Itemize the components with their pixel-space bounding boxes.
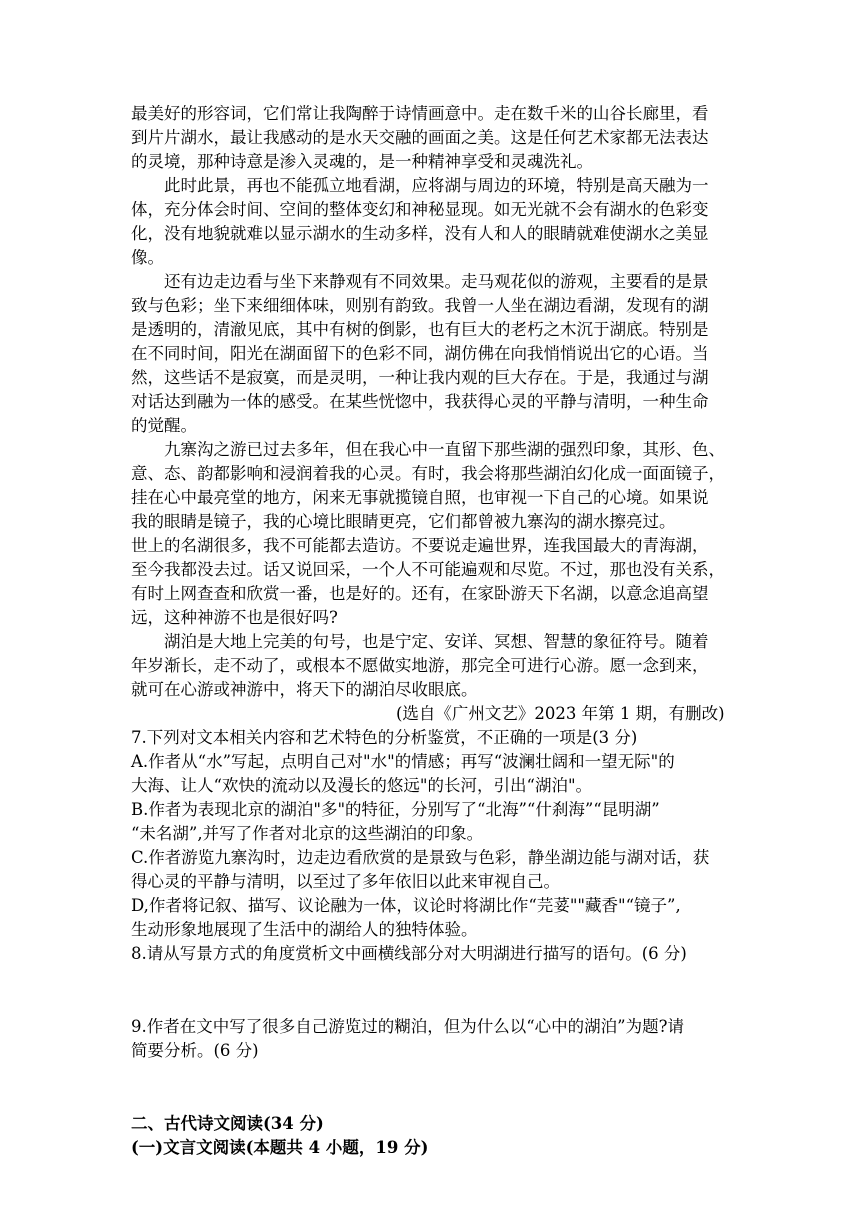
passage-line: 的觉醒。 (131, 416, 197, 435)
passage-line: 最美好的形容词，它们常让我陶醉于诗情画意中。走在数千米的山谷长廊里，看 (131, 104, 709, 123)
question-stem: 7.下列对文本相关内容和艺术特色的分析鉴赏，不正确的一项是(3 分) (131, 728, 638, 747)
passage-line: 还有边走边看与坐下来静观有不同效果。走马观花似的游观，主要看的是景 (164, 272, 709, 291)
option-d-line: 生动形象地展现了生活中的湖给人的独特体验。 (131, 920, 478, 939)
option-c-line: 得心灵的平静与清明，以至过了多年依旧以此来审视自己。 (131, 872, 560, 891)
passage-line: 致与色彩；坐下来细细体味，则别有韵致。我曾一人坐在湖边看湖，发现有的湖 (131, 296, 709, 315)
section-title: 二、古代诗文阅读(34 分) (131, 1114, 324, 1133)
option-b-line: B.作者为表现北京的湖泊"多"的特征，分别写了“北海”“什刹海”“昆明湖” (131, 800, 660, 819)
section-subtitle: (一)文言文阅读(本题共 4 小题，19 分) (131, 1138, 429, 1157)
passage-line: 就可在心游或神游中，将天下的湖泊尽收眼底。 (131, 680, 478, 699)
question-8: 8.请从写景方式的角度赏析文中画横线部分对大明湖进行描写的语句。(6 分) (131, 944, 687, 963)
passage-line: 挂在心中最亮堂的地方，闲来无事就揽镜自照，也审视一下自己的心境。如果说 (131, 488, 709, 507)
option-a-line: 大海、让人“欢快的流动以及漫长的悠远"的长河，引出“湖泊"。 (131, 776, 593, 795)
passage-line: 到片片湖水，最让我感动的是水天交融的画面之美。这是任何艺术家都无法表达 (131, 128, 709, 147)
passage-line: 在不同时间，阳光在湖面留下的色彩不同，湖仿佛在向我悄悄说出它的心语。当 (131, 344, 709, 363)
passage-line: 的灵境，那种诗意是渗入灵魂的，是一种精神享受和灵魂洗礼。 (131, 152, 593, 171)
passage-line: 像。 (131, 248, 164, 267)
passage-line: 是透明的，清澈见底，其中有树的倒影，也有巨大的老朽之木沉于湖底。特别是 (131, 320, 709, 339)
passage-line: 世上的名湖很多，我不可能都去造访。不要说走遍世界，连我国最大的青海湖， (131, 536, 709, 555)
passage-line: 对话达到融为一体的感受。在某些恍惚中，我获得心灵的平静与清明，一种生命 (131, 392, 709, 411)
question-9-line: 9.作者在文中写了很多自己游览过的糊泊，但为什么以“心中的湖泊”为题?请 (131, 1017, 684, 1036)
passage-line: 此时此景，再也不能孤立地看湖，应将湖与周边的环境，特别是高天融为一 (164, 176, 709, 195)
option-c-line: C.作者游览九寨沟时，边走边看欣赏的是景致与色彩，静坐湖边能与湖对话，获 (131, 848, 710, 867)
passage-line: 体，充分体会时间、空间的整体变幻和神秘显现。如无光就不会有湖水的色彩变 (131, 200, 709, 219)
passage-line: 化，没有地貌就难以显示湖水的生动多样，没有人和人的眼睛就难使湖水之美显 (131, 224, 709, 243)
passage-line: 远，这种神游不也是很好吗? (131, 608, 338, 627)
question-9-line: 简要分析。(6 分) (131, 1041, 259, 1060)
option-d-line: D,作者将记叙、描写、议论融为一体，议论时将湖比作“芫荽""藏香"“镜子”, (131, 896, 681, 915)
passage-line: 湖泊是大地上完美的句号，也是宁定、安详、冥想、智慧的象征符号。随着 (164, 632, 709, 651)
option-b-line: “未名湖”,并写了作者对北京的这些湖泊的印象。 (131, 824, 484, 843)
passage-line: 有时上网查查和欣赏一番，也是好的。还有，在家卧游天下名湖，以意念追高望 (131, 584, 709, 603)
passage-source: (选自《广州文艺》2023 年第 1 期，有删改) (396, 704, 725, 723)
passage-line: 我的眼睛是镜子，我的心境比眼睛更亮，它们都曾被九寨沟的湖水擦亮过。 (131, 512, 676, 531)
option-a-line: A.作者从“水”写起，点明自己对"水"的情感；再写“波澜壮阔和一望无际"的 (131, 752, 675, 771)
passage-line: 年岁渐长，走不动了，或根本不愿做实地游，那完全可进行心游。愿一念到来， (131, 656, 709, 675)
passage-line: 意、态、韵都影响和浸润着我的心灵。有时，我会将那些湖泊幻化成一面面镜子， (131, 464, 725, 483)
passage-line: 然，这些话不是寂寞，而是灵明，一种让我内观的巨大存在。于是，我通过与湖 (131, 368, 709, 387)
passage-line: 九寨沟之游已过去多年，但在我心中一直留下那些湖的强烈印象，其形、色、 (164, 440, 725, 459)
passage-line: 至今我都没去过。话又说回采，一个人不可能遍观和尽览。不过，那也没有关系， (131, 560, 725, 579)
